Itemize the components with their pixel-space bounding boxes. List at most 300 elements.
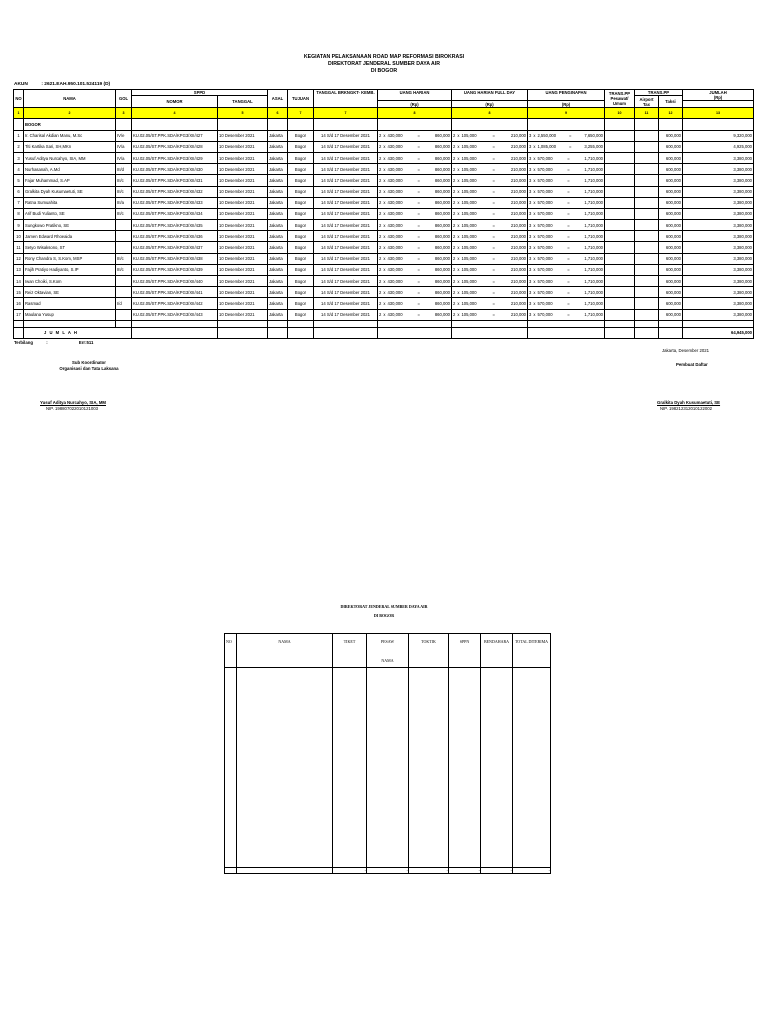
row-uang-harian-qty bbox=[379, 267, 403, 272]
row-uang-full-day bbox=[453, 223, 526, 228]
row-uang-full-day-times: x bbox=[457, 278, 460, 284]
row-uang-full-day-rate: 105,000 bbox=[461, 256, 477, 262]
row-tgl-berangkat: 14 S/d 17 Desember 2021 bbox=[314, 253, 378, 264]
row-uang-full-day-qty bbox=[453, 189, 477, 194]
row-asal: Jakarta bbox=[268, 175, 288, 186]
row-nama: Ir. Charisal Akdian Manu, M.Sc bbox=[24, 130, 116, 141]
col-nomor: NOMOR bbox=[132, 96, 218, 108]
row-uang-penginapan-equals: = bbox=[568, 133, 572, 139]
row-uang-harian-equals: = bbox=[417, 155, 420, 161]
row-uang-penginapan-qty bbox=[529, 156, 553, 161]
row-uang-full-day-qty bbox=[453, 279, 477, 284]
row-taksi: 600,000 bbox=[659, 264, 683, 275]
row-uang-harian-qty bbox=[379, 156, 403, 161]
row-uang-harian-cell bbox=[378, 130, 452, 141]
row-uang-full-day-count: 2 bbox=[453, 300, 456, 306]
row-uang-penginapan-rate: 570,000 bbox=[537, 289, 553, 295]
row-no: 11 bbox=[14, 242, 24, 253]
row-uang-penginapan-count: 3 bbox=[529, 166, 532, 172]
row-uang-penginapan-rate: 570,000 bbox=[537, 256, 553, 262]
row-uang-harian-total: 860,000 bbox=[434, 289, 450, 295]
row-uang-full-day-qty bbox=[453, 167, 477, 172]
row-nomor: KU.02.05/ST.PPK.SDA/KPG3/XII/428 bbox=[132, 141, 218, 152]
row-uang-penginapan-rate: 570,000 bbox=[537, 189, 553, 195]
row-uang-full-day-rate: 105,000 bbox=[461, 200, 477, 206]
row-transpp-pesawat bbox=[605, 220, 635, 231]
row-uang-harian-total: 860,000 bbox=[434, 200, 450, 206]
col-pg-rp: (Rp) bbox=[528, 101, 605, 108]
row-uang-harian-rate: 430,000 bbox=[387, 133, 403, 139]
row-jumlah: 4,925,000 bbox=[683, 141, 754, 152]
row-tujuan: Bogor bbox=[288, 242, 314, 253]
row-uang-harian-cell bbox=[378, 287, 452, 298]
row-gol: IV/a bbox=[116, 141, 132, 152]
row-transpp-pesawat bbox=[605, 287, 635, 298]
row-uang-penginapan-total: 1,710,000 bbox=[584, 211, 603, 217]
row-gol: III/d bbox=[116, 164, 132, 175]
place-date: Jakarta, Desember 2021 bbox=[662, 348, 710, 353]
row-uang-full-day-total: 210,000 bbox=[510, 289, 526, 295]
row-transpp-pesawat bbox=[605, 164, 635, 175]
row-uang-penginapan-count: 3 bbox=[529, 144, 532, 150]
row-uang-harian-equals: = bbox=[417, 189, 420, 195]
row-tgl-berangkat: 14 S/d 17 Desember 2021 bbox=[314, 276, 378, 287]
row-uang-penginapan-qty bbox=[529, 234, 553, 239]
row-uang-harian-times: x bbox=[383, 289, 386, 295]
table-row bbox=[14, 186, 754, 197]
row-uang-full-day-count: 2 bbox=[453, 312, 456, 318]
row-uang-full-day-cell bbox=[452, 208, 528, 219]
row-tgl-berangkat: 14 S/d 17 Desember 2021 bbox=[314, 197, 378, 208]
spacer-row bbox=[14, 320, 754, 327]
row-taksi: 600,000 bbox=[659, 242, 683, 253]
row-jumlah: 3,380,000 bbox=[683, 276, 754, 287]
row-nomor: KU.02.05/ST.PPK.SDA/KPG3/XII/436 bbox=[132, 231, 218, 242]
col-jumlah bbox=[683, 90, 754, 101]
row-airport-tax bbox=[635, 309, 659, 320]
row-uang-penginapan-total: 1,710,000 bbox=[584, 177, 603, 183]
row-asal: Jakarta bbox=[268, 264, 288, 275]
row-asal: Jakarta bbox=[268, 231, 288, 242]
row-uang-harian-total: 860,000 bbox=[434, 133, 450, 139]
row-uang-harian bbox=[379, 211, 450, 216]
row-tanggal: 10 Desember 2021 bbox=[218, 152, 268, 163]
akun-label: AKUN bbox=[14, 82, 28, 87]
terbilang bbox=[14, 340, 93, 345]
row-airport-tax bbox=[635, 208, 659, 219]
row-uang-full-day-cell bbox=[452, 197, 528, 208]
row-nama: Iwan Choiki, S.Kom bbox=[24, 276, 116, 287]
lower-title-line2: DI BOGOR bbox=[373, 613, 395, 618]
row-uang-harian-count: 2 bbox=[379, 222, 382, 228]
receipt-col-tiket: TIKET bbox=[333, 634, 367, 668]
row-uang-full-day bbox=[453, 178, 526, 183]
row-uang-penginapan-rate: 570,000 bbox=[537, 155, 553, 161]
table-row bbox=[14, 130, 754, 141]
row-uang-penginapan-rate: 1,085,000 bbox=[537, 144, 557, 150]
row-tanggal: 10 Desember 2021 bbox=[218, 130, 268, 141]
row-tgl-berangkat: 14 S/d 17 Desember 2021 bbox=[314, 242, 378, 253]
row-uang-harian-cell bbox=[378, 208, 452, 219]
row-uang-full-day-count: 2 bbox=[453, 256, 456, 262]
row-uang-full-day-qty bbox=[453, 200, 477, 205]
doc-title-line2: DIREKTORAT JENDERAL SUMBER DAYA AIR bbox=[328, 61, 440, 67]
row-uang-penginapan bbox=[529, 312, 603, 317]
row-uang-penginapan-cell bbox=[528, 130, 605, 141]
col-gol: GOL bbox=[116, 90, 132, 108]
row-uang-harian-cell bbox=[378, 276, 452, 287]
row-uang-full-day-times: x bbox=[457, 245, 460, 251]
row-uang-penginapan-count: 3 bbox=[529, 200, 532, 206]
row-uang-full-day-count: 2 bbox=[453, 278, 456, 284]
row-jumlah: 3,380,000 bbox=[683, 175, 754, 186]
row-uang-full-day-qty bbox=[453, 178, 477, 183]
row-uang-full-day-count: 2 bbox=[453, 177, 456, 183]
row-uang-full-day bbox=[453, 144, 526, 149]
row-uang-full-day-equals: = bbox=[492, 289, 495, 295]
colnum-2: 2 bbox=[24, 108, 116, 119]
row-uang-penginapan-cell bbox=[528, 264, 605, 275]
row-uang-penginapan bbox=[529, 256, 603, 261]
row-uang-harian bbox=[379, 267, 450, 272]
row-uang-penginapan-cell bbox=[528, 152, 605, 163]
row-uang-harian-times: x bbox=[383, 211, 386, 217]
table-row bbox=[14, 276, 754, 287]
row-jumlah: 3,380,000 bbox=[683, 208, 754, 219]
row-uang-harian-total: 860,000 bbox=[434, 278, 450, 284]
row-uang-harian-qty bbox=[379, 279, 403, 284]
receipt-col-no: NO bbox=[225, 634, 237, 668]
row-jumlah: 3,380,000 bbox=[683, 197, 754, 208]
row-uang-penginapan-equals: = bbox=[567, 200, 570, 206]
table-row bbox=[14, 152, 754, 163]
row-uang-full-day-times: x bbox=[457, 312, 460, 318]
row-uang-harian-times: x bbox=[383, 189, 386, 195]
row-uang-penginapan-cell bbox=[528, 242, 605, 253]
right-sign-nip: NIP. 198212312010122002 bbox=[660, 406, 713, 411]
row-uang-full-day-cell bbox=[452, 253, 528, 264]
row-uang-penginapan-rate: 570,000 bbox=[537, 278, 553, 284]
row-uang-full-day-times: x bbox=[457, 177, 460, 183]
row-airport-tax bbox=[635, 276, 659, 287]
row-gol: I/d bbox=[116, 298, 132, 309]
row-uang-harian-times: x bbox=[383, 222, 386, 228]
row-tgl-berangkat: 14 S/d 17 Desember 2021 bbox=[314, 298, 378, 309]
row-nomor: KU.02.05/ST.PPK.SDA/KPG3/XII/440 bbox=[132, 276, 218, 287]
row-uang-full-day bbox=[453, 234, 526, 239]
row-uang-penginapan-equals: = bbox=[567, 300, 570, 306]
row-uang-harian-cell bbox=[378, 141, 452, 152]
row-asal: Jakarta bbox=[268, 287, 288, 298]
row-uang-full-day-times: x bbox=[457, 256, 460, 262]
row-transpp-pesawat bbox=[605, 208, 635, 219]
total-row bbox=[14, 327, 754, 338]
row-uang-harian-qty bbox=[379, 144, 403, 149]
row-tgl-berangkat: 14 S/d 17 Desember 2021 bbox=[314, 264, 378, 275]
row-uang-full-day-count: 2 bbox=[453, 233, 456, 239]
row-uang-penginapan-qty bbox=[529, 200, 553, 205]
row-uang-penginapan-rate: 570,000 bbox=[537, 312, 553, 318]
row-uang-harian bbox=[379, 200, 450, 205]
receipt-dash: - bbox=[513, 868, 551, 874]
row-gol bbox=[116, 242, 132, 253]
row-uang-harian-equals: = bbox=[417, 177, 420, 183]
row-uang-harian-total: 860,000 bbox=[434, 177, 450, 183]
row-uang-penginapan-times: x bbox=[533, 289, 536, 295]
row-uang-full-day-total: 210,000 bbox=[510, 245, 526, 251]
row-uang-full-day-count: 2 bbox=[453, 211, 456, 217]
jumlah-label: J U M L A H bbox=[24, 327, 132, 338]
row-tanggal: 10 Desember 2021 bbox=[218, 242, 268, 253]
row-uang-penginapan-rate: 570,000 bbox=[537, 245, 553, 251]
row-uang-harian-rate: 430,000 bbox=[387, 211, 403, 217]
terbilang-value: Err:511 bbox=[78, 340, 94, 345]
col-no: NO bbox=[14, 90, 24, 108]
row-jumlah: 3,380,000 bbox=[683, 298, 754, 309]
row-jumlah: 3,380,000 bbox=[683, 242, 754, 253]
row-transpp-pesawat bbox=[605, 264, 635, 275]
row-tgl-berangkat: 14 S/d 17 Desember 2021 bbox=[314, 231, 378, 242]
row-no: 6 bbox=[14, 186, 24, 197]
right-sign-name: Gralkita Dyah Kusumaetuti, SE bbox=[657, 400, 721, 405]
colnum-8: 7 bbox=[314, 108, 378, 119]
row-uang-full-day bbox=[453, 211, 526, 216]
row-uang-full-day-qty bbox=[453, 223, 477, 228]
row-no: 4 bbox=[14, 164, 24, 175]
row-no: 15 bbox=[14, 287, 24, 298]
colnum-5: 5 bbox=[218, 108, 268, 119]
row-uang-full-day-total: 210,000 bbox=[510, 312, 526, 318]
row-uang-full-day-equals: = bbox=[492, 300, 495, 306]
row-nomor: KU.02.05/ST.PPK.SDA/KPG3/XII/443 bbox=[132, 309, 218, 320]
group-label: BOGOR bbox=[24, 119, 116, 130]
akun-value: : 2621.EAH.950.101.524119 (D) bbox=[41, 82, 111, 87]
row-uang-penginapan-equals: = bbox=[567, 211, 570, 217]
row-uang-harian-count: 2 bbox=[379, 289, 382, 295]
row-transpp-pesawat bbox=[605, 197, 635, 208]
row-uang-full-day-cell bbox=[452, 186, 528, 197]
row-tujuan: Bogor bbox=[288, 164, 314, 175]
table-row bbox=[14, 253, 754, 264]
row-tanggal: 10 Desember 2021 bbox=[218, 264, 268, 275]
row-uang-full-day-rate: 105,000 bbox=[461, 233, 477, 239]
row-tujuan: Bogor bbox=[288, 220, 314, 231]
row-uang-full-day-total: 210,000 bbox=[510, 233, 526, 239]
row-tujuan: Bogor bbox=[288, 231, 314, 242]
col-uang-full-day: UANG HARIAN FULL DAY bbox=[452, 90, 528, 101]
row-uang-full-day-qty bbox=[453, 156, 477, 161]
row-uang-full-day-equals: = bbox=[492, 267, 495, 273]
row-uang-harian-qty bbox=[379, 290, 403, 295]
row-gol: III/c bbox=[116, 208, 132, 219]
left-sign-name: Yusuf Aditya Nurcahyo, SIA, MM bbox=[40, 400, 106, 405]
row-uang-full-day-total: 210,000 bbox=[510, 222, 526, 228]
row-uang-penginapan-count: 3 bbox=[529, 256, 532, 262]
table-row bbox=[14, 164, 754, 175]
row-nama: Rony Chandra S, S.Kom, MSP bbox=[24, 253, 116, 264]
row-uang-penginapan-times: x bbox=[533, 177, 536, 183]
row-uang-full-day-times: x bbox=[457, 133, 460, 139]
row-uang-harian-count: 2 bbox=[379, 144, 382, 150]
row-uang-penginapan-total: 1,710,000 bbox=[584, 289, 603, 295]
row-asal: Jakarta bbox=[268, 298, 288, 309]
row-uang-harian-total: 860,000 bbox=[434, 267, 450, 273]
row-tujuan: Bogor bbox=[288, 186, 314, 197]
row-nama: Titi Kartika Sari, SH,MKn bbox=[24, 141, 116, 152]
row-uang-full-day-total: 210,000 bbox=[510, 256, 526, 262]
row-uang-penginapan-cell bbox=[528, 164, 605, 175]
row-nama: Maulana Yusup bbox=[24, 309, 116, 320]
row-uang-penginapan bbox=[529, 267, 603, 272]
row-tgl-berangkat: 14 S/d 17 Desember 2021 bbox=[314, 220, 378, 231]
row-uang-harian-total: 860,000 bbox=[434, 144, 450, 150]
row-uang-harian-rate: 430,000 bbox=[387, 245, 403, 251]
row-uang-penginapan-total: 1,710,000 bbox=[584, 300, 603, 306]
row-uang-full-day bbox=[453, 267, 526, 272]
row-transpp-pesawat bbox=[605, 175, 635, 186]
row-gol: IV/e bbox=[116, 130, 132, 141]
row-uang-full-day-count: 2 bbox=[453, 245, 456, 251]
row-uang-penginapan-equals: = bbox=[567, 222, 570, 228]
col-uang-penginapan: UANG PENGINAPAN bbox=[528, 90, 605, 101]
row-uang-penginapan-count: 3 bbox=[529, 289, 532, 295]
row-uang-full-day-qty bbox=[453, 245, 477, 250]
receipt-col-pesaw-sub: NAMA bbox=[381, 658, 394, 663]
row-uang-full-day-total: 210,000 bbox=[510, 155, 526, 161]
row-uang-full-day bbox=[453, 245, 526, 250]
row-uang-harian-rate: 430,000 bbox=[387, 166, 403, 172]
row-airport-tax bbox=[635, 253, 659, 264]
receipt-col-bendahara: BENDAHARA bbox=[481, 634, 513, 668]
row-nama: Setyo Wisaksono, ST bbox=[24, 242, 116, 253]
row-uang-penginapan bbox=[529, 301, 603, 306]
row-uang-harian-qty bbox=[379, 312, 403, 317]
row-tanggal: 10 Desember 2021 bbox=[218, 220, 268, 231]
row-uang-full-day-rate: 105,000 bbox=[461, 144, 477, 150]
row-airport-tax bbox=[635, 186, 659, 197]
row-taksi: 600,000 bbox=[659, 152, 683, 163]
row-uang-penginapan-equals: = bbox=[567, 155, 570, 161]
colnum-10: 8 bbox=[452, 108, 528, 119]
row-nomor: KU.02.05/ST.PPK.SDA/KPG3/XII/437 bbox=[132, 242, 218, 253]
row-uang-penginapan-equals: = bbox=[567, 256, 570, 262]
row-transpp-pesawat bbox=[605, 276, 635, 287]
colnum-3: 3 bbox=[116, 108, 132, 119]
row-uang-harian-equals: = bbox=[417, 211, 420, 217]
row-uang-penginapan-rate: 570,000 bbox=[537, 222, 553, 228]
col-tanggal-berangkat: TANGGAL BRKNGKT- KEMB. bbox=[314, 90, 378, 108]
row-gol bbox=[116, 231, 132, 242]
row-uang-full-day-equals: = bbox=[492, 177, 495, 183]
row-tgl-berangkat: 14 S/d 17 Desember 2021 bbox=[314, 141, 378, 152]
row-uang-full-day-qty bbox=[453, 234, 477, 239]
row-uang-penginapan bbox=[529, 234, 603, 239]
row-uang-harian-cell bbox=[378, 231, 452, 242]
col-jumlah-label: JUMLAH bbox=[709, 90, 727, 95]
row-uang-full-day-equals: = bbox=[492, 312, 495, 318]
row-uang-penginapan-cell bbox=[528, 208, 605, 219]
row-uang-full-day bbox=[453, 133, 526, 138]
row-uang-penginapan-total: 1,710,000 bbox=[584, 200, 603, 206]
row-uang-harian-count: 2 bbox=[379, 267, 382, 273]
row-uang-penginapan bbox=[529, 279, 603, 284]
row-uang-penginapan-qty bbox=[529, 189, 553, 194]
colnum-9: 8 bbox=[378, 108, 452, 119]
colnum-1: 1 bbox=[14, 108, 24, 119]
row-gol bbox=[116, 276, 132, 287]
doc-title-line1: KEGIATAN PELAKSANAAN ROAD MAP REFORMASI BIROKRASI bbox=[303, 54, 465, 60]
row-uang-harian-total: 860,000 bbox=[434, 211, 450, 217]
row-uang-full-day bbox=[453, 167, 526, 172]
table-row bbox=[14, 231, 754, 242]
row-uang-full-day-times: x bbox=[457, 222, 460, 228]
row-transpp-pesawat bbox=[605, 141, 635, 152]
row-taksi: 600,000 bbox=[659, 208, 683, 219]
row-uang-harian-count: 2 bbox=[379, 200, 382, 206]
row-uang-harian-equals: = bbox=[417, 222, 420, 228]
row-uang-harian bbox=[379, 133, 450, 138]
row-taksi: 600,000 bbox=[659, 197, 683, 208]
row-transpp-pesawat bbox=[605, 231, 635, 242]
row-uang-full-day-total: 210,000 bbox=[510, 144, 526, 150]
row-uang-penginapan-times: x bbox=[533, 233, 536, 239]
row-uang-harian-times: x bbox=[383, 177, 386, 183]
row-uang-penginapan-qty bbox=[529, 223, 553, 228]
row-uang-penginapan-qty bbox=[529, 144, 556, 149]
row-asal: Jakarta bbox=[268, 208, 288, 219]
row-uang-harian-times: x bbox=[383, 256, 386, 262]
row-uang-full-day-qty bbox=[453, 133, 477, 138]
row-uang-harian-count: 2 bbox=[379, 177, 382, 183]
row-no: 13 bbox=[14, 264, 24, 275]
row-tujuan: Bogor bbox=[288, 130, 314, 141]
row-uang-harian-qty bbox=[379, 167, 403, 172]
row-jumlah: 3,380,000 bbox=[683, 287, 754, 298]
row-uang-penginapan-times: x bbox=[533, 222, 536, 228]
row-uang-penginapan-cell bbox=[528, 287, 605, 298]
row-uang-penginapan-count: 3 bbox=[529, 233, 532, 239]
receipt-col-sppn: SPPN bbox=[449, 634, 481, 668]
row-uang-harian-count: 2 bbox=[379, 312, 382, 318]
row-uang-full-day-times: x bbox=[457, 200, 460, 206]
row-uang-harian-rate: 430,000 bbox=[387, 222, 403, 228]
row-uang-penginapan-count: 3 bbox=[529, 222, 532, 228]
row-uang-penginapan-times: x bbox=[533, 211, 536, 217]
row-taksi: 600,000 bbox=[659, 253, 683, 264]
row-tujuan: Bogor bbox=[288, 253, 314, 264]
row-uang-full-day-total: 210,000 bbox=[510, 177, 526, 183]
row-uang-full-day-qty bbox=[453, 267, 477, 272]
row-tujuan: Bogor bbox=[288, 208, 314, 219]
row-uang-harian-rate: 430,000 bbox=[387, 144, 403, 150]
row-uang-harian-times: x bbox=[383, 200, 386, 206]
row-uang-harian-count: 2 bbox=[379, 233, 382, 239]
row-uang-harian-qty bbox=[379, 234, 403, 239]
col-fd-rp: (Rp) bbox=[452, 101, 528, 108]
row-no: 9 bbox=[14, 220, 24, 231]
row-gol: III/a bbox=[116, 197, 132, 208]
row-asal: Jakarta bbox=[268, 197, 288, 208]
row-taksi: 600,000 bbox=[659, 231, 683, 242]
row-no: 7 bbox=[14, 197, 24, 208]
row-gol: IV/a bbox=[116, 152, 132, 163]
row-uang-full-day-count: 2 bbox=[453, 289, 456, 295]
row-uang-harian-cell bbox=[378, 197, 452, 208]
row-asal: Jakarta bbox=[268, 164, 288, 175]
row-uang-penginapan-times: x bbox=[533, 166, 536, 172]
row-uang-penginapan-times: x bbox=[533, 300, 536, 306]
row-uang-penginapan-cell bbox=[528, 298, 605, 309]
